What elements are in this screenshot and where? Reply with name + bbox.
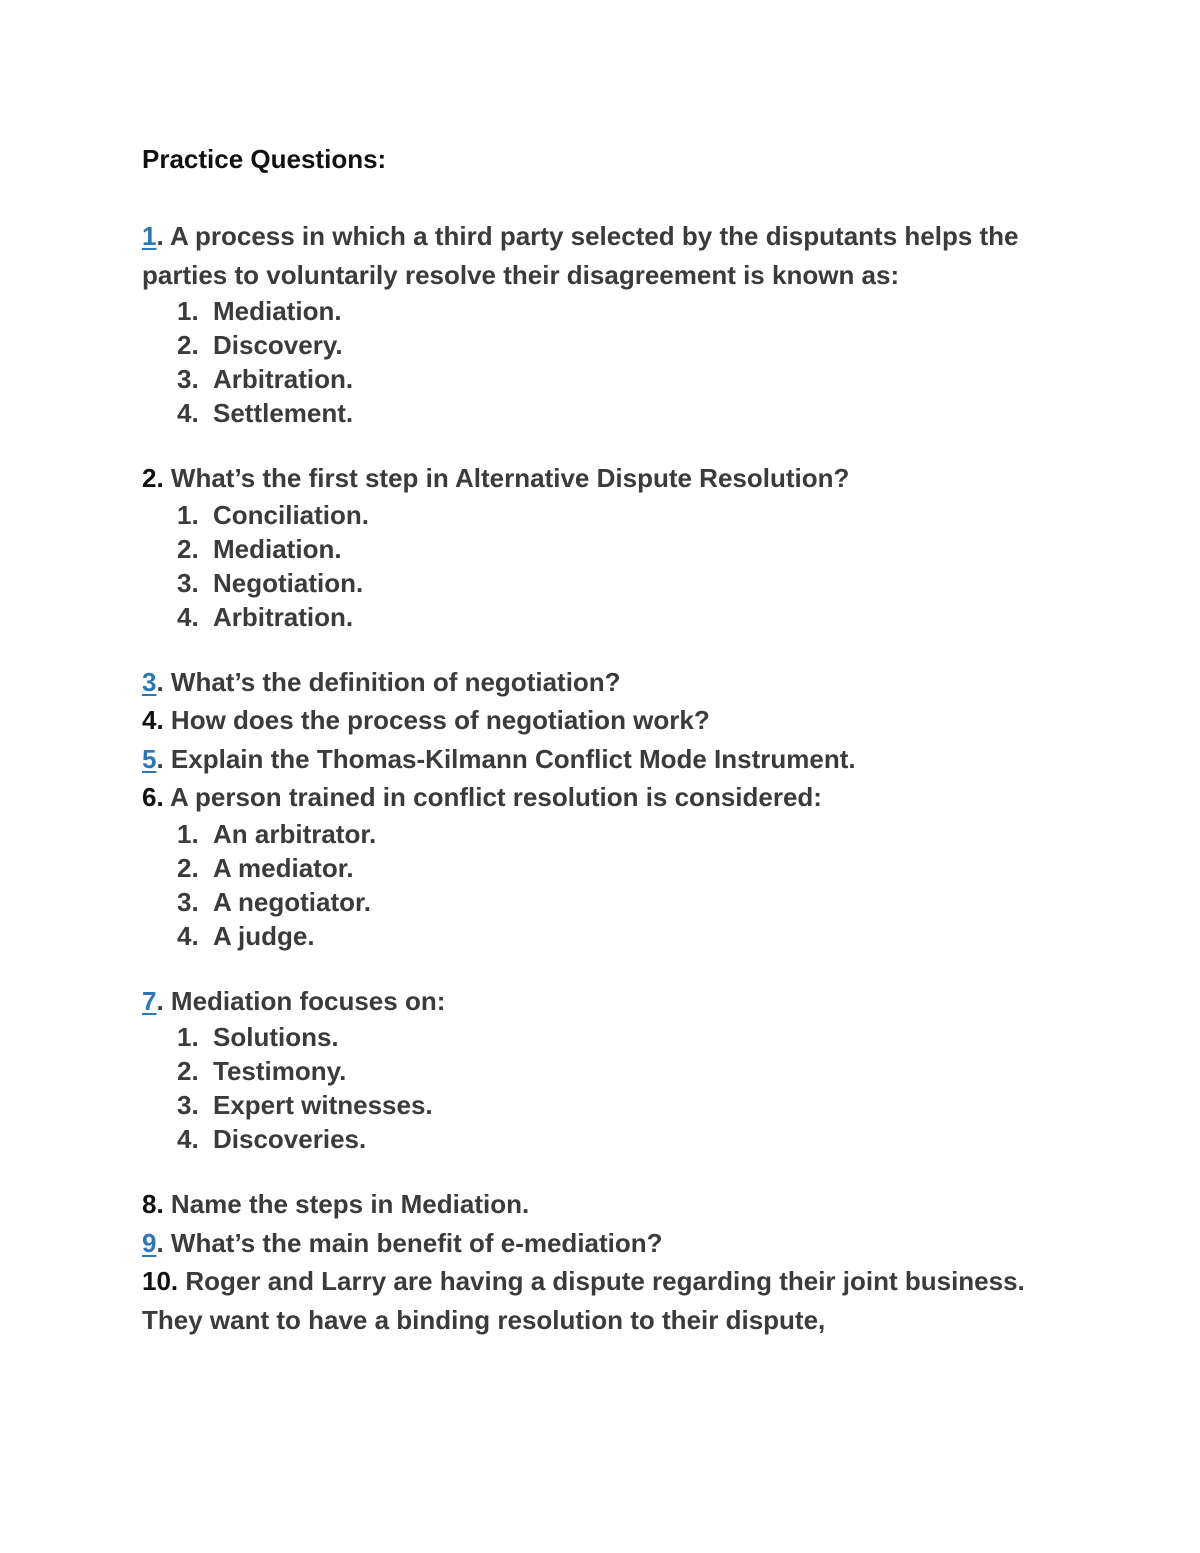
spacer <box>142 953 1082 982</box>
question-8-number: 8. <box>142 1189 164 1219</box>
question-8-text: Name the steps in Mediation. <box>163 1189 530 1219</box>
question-10 <box>142 1262 1082 1339</box>
question-7-text: . Mediation focuses on: <box>156 985 446 1016</box>
option: 1. Solutions. <box>177 1022 339 1052</box>
question-5 <box>142 740 1082 779</box>
document-page <box>142 139 1082 1339</box>
question-2-number: 2. <box>142 463 164 493</box>
spacer <box>142 634 1082 663</box>
question-3-text: . What’s the definition of negotiation? <box>156 666 621 697</box>
option: 2. Mediation. <box>177 533 342 564</box>
question-4-number: 4. <box>142 705 164 735</box>
question-6-options <box>142 817 1082 953</box>
option: 2. Discovery. <box>177 330 343 360</box>
option: 3. A negotiator. <box>177 886 371 917</box>
option: 3. Arbitration. <box>177 364 354 394</box>
question-3 <box>142 663 1082 702</box>
option: 3. Negotiation. <box>177 567 364 598</box>
question-8 <box>142 1185 1082 1224</box>
question-2-options <box>142 498 1082 634</box>
question-3-link[interactable]: 3 <box>142 666 157 697</box>
option: 4. Arbitration. <box>177 601 354 632</box>
question-6-text: A person trained in conflict resolution is considered: <box>163 782 822 812</box>
question-7-options <box>142 1020 1082 1156</box>
question-10-text: Roger and Larry are having a dispute regarding their joint business. They want to have a binding resolution to their dispute, <box>142 1266 1025 1335</box>
question-4-text: How does the process of negotiation work? <box>163 705 710 735</box>
question-9-text: . What’s the main benefit of e-mediation? <box>156 1227 663 1258</box>
option: 2. A mediator. <box>177 852 354 883</box>
question-2 <box>142 459 1082 498</box>
question-6-number: 6. <box>142 782 164 812</box>
question-1-text: . A process in which a third party selected by the disputants helps the parties to voluntarily resolve their disagreement is known as: <box>142 221 1019 290</box>
question-10-number: 10. <box>142 1266 179 1296</box>
question-7 <box>142 982 1082 1021</box>
option: 1. An arbitrator. <box>177 818 377 849</box>
question-5-link[interactable]: 5 <box>142 743 157 774</box>
question-4 <box>142 701 1082 740</box>
option: 4. Settlement. <box>177 398 354 428</box>
option: 3. Expert witnesses. <box>177 1090 433 1120</box>
question-1-options <box>142 294 1082 430</box>
option: 1. Mediation. <box>177 296 342 326</box>
option: 4. A judge. <box>177 920 315 951</box>
question-1-link[interactable]: 1 <box>142 221 157 251</box>
spacer <box>142 1156 1082 1185</box>
question-7-link[interactable]: 7 <box>142 985 157 1016</box>
question-5-text: . Explain the Thomas-Kilmann Conflict Mode Instrument. <box>156 743 856 774</box>
spacer <box>142 430 1082 459</box>
question-1 <box>142 217 1082 294</box>
question-9-link[interactable]: 9 <box>142 1227 157 1258</box>
question-2-text: What’s the first step in Alternative Dispute Resolution? <box>163 463 850 493</box>
option: 4. Discoveries. <box>177 1124 367 1154</box>
question-9 <box>142 1224 1082 1263</box>
option: 2. Testimony. <box>177 1056 347 1086</box>
page-title: Practice Questions: <box>142 144 387 174</box>
option: 1. Conciliation. <box>177 499 369 530</box>
question-6 <box>142 778 1082 817</box>
